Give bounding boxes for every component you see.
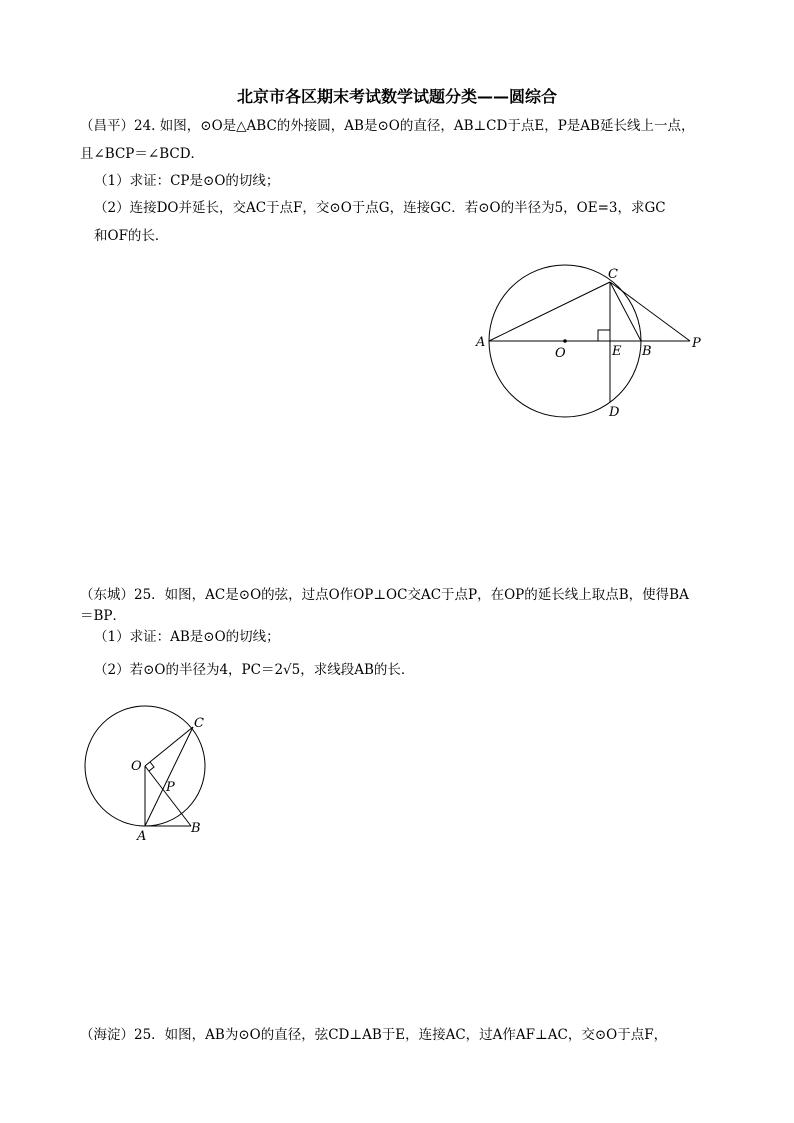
question-2: （2）连接DO并延长，交AC于点F，交⊙O于点G，连接GC．若⊙O的半径为5，OE=3，求GC: [94, 200, 666, 216]
figure-changping: [470, 260, 720, 430]
problem-text-line: （海淀）25．如图，AB为⊙O的直径，弦CD⊥AB于E，连接AC，过A作AF⊥AC，交⊙O于点F，: [80, 1027, 668, 1043]
label-c: C: [608, 267, 618, 282]
label-o: O: [131, 759, 142, 774]
label-o: O: [555, 346, 566, 361]
question-2-cont: 和OF的长．: [94, 228, 169, 244]
line-oc: [145, 727, 193, 766]
center-dot: [563, 339, 567, 343]
figure-dongcheng: [120, 700, 220, 850]
line-ob: [145, 766, 191, 826]
line-ac: [145, 727, 193, 826]
problem-text-line: （东城）25．如图，AC是⊙O的弦，过点O作OP⊥OC交AC于点P，在OP的延长线上取点B，使得BA: [80, 587, 689, 603]
problem-text-line: （昌平）24. 如图，⊙O是△ABC的外接圆，AB是⊙O的直径，AB⊥CD于点E，P是AB延长线上一点，: [80, 118, 695, 134]
page-title: 北京市各区期末考试数学试题分类——圆综合: [236, 87, 557, 106]
label-a: A: [476, 335, 486, 350]
line-cp: [610, 282, 690, 341]
problem-text-line: 且∠BCP＝∠BCD．: [80, 146, 205, 162]
line-ac: [489, 282, 610, 341]
label-a: A: [137, 829, 147, 844]
line-cb: [610, 282, 641, 341]
label-d: D: [609, 405, 620, 420]
label-c: C: [194, 716, 204, 731]
label-e: E: [612, 344, 622, 359]
label-b: B: [191, 821, 201, 836]
right-angle-mark: [149, 762, 154, 771]
question-1: （1）求证：CP是⊙O的切线；: [94, 173, 280, 189]
question-1: （1）求证：AB是⊙O的切线；: [94, 629, 280, 645]
question-2: （2）若⊙O的半径为4，PC＝2√5，求线段AB的长．: [94, 662, 415, 678]
problem-text-line: ＝BP．: [80, 608, 127, 624]
label-p: P: [166, 780, 175, 795]
label-b: B: [642, 344, 652, 359]
right-angle-mark: [598, 330, 610, 341]
label-p: P: [692, 336, 701, 351]
